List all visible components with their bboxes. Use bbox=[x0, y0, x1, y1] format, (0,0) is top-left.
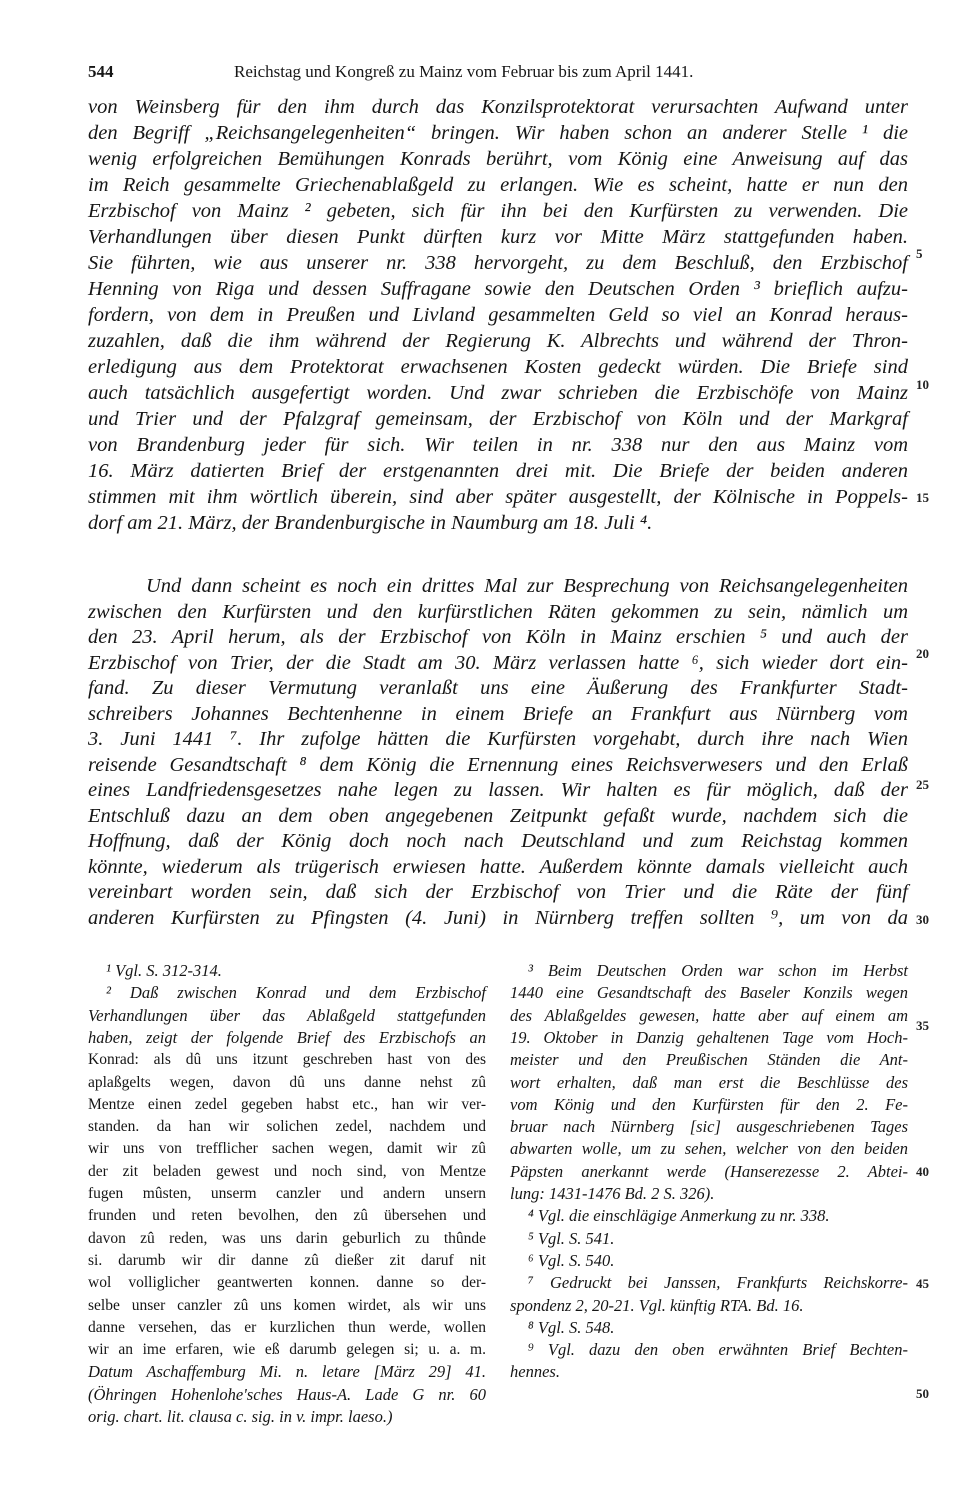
line-number: 10 bbox=[916, 377, 929, 392]
body-line: von Brandenburg jeder für sich. Wir teilen in nr. 338 nur den aus Mainz vom bbox=[88, 434, 908, 456]
body-line: Verhandlungen über diesen Punkt dürften kurz vor Mitte März stattgefunden haben. bbox=[88, 226, 908, 248]
footnote-line: ⁸ Vgl. S. 548. bbox=[528, 1317, 615, 1337]
body-line: Sie führten, wie aus unserer nr. 338 hervorgeht, zu dem Beschluß, den Erzbischof bbox=[88, 252, 908, 274]
line-number: 25 bbox=[916, 777, 929, 792]
line-number: 5 bbox=[916, 246, 923, 261]
footnote-line: des Ablaßgeldes gewesen, hatte aber auf einem am bbox=[510, 1005, 908, 1025]
footnote-line: ³ Beim Deutschen Orden war schon im Herbst bbox=[528, 961, 908, 980]
footnote-line: wol volliglicher geantwerten konnen. danne so der- bbox=[88, 1274, 486, 1292]
footnote-line: ⁶ Vgl. S. 540. bbox=[528, 1250, 615, 1270]
footnote-line: lung: 1431-1476 Bd. 2 S. 326). bbox=[510, 1184, 715, 1203]
body-line: den 23. April herum, als der Erzbischof von Köln in Mainz erschien ⁵ und auch der bbox=[88, 626, 908, 648]
body-line: von Weinsberg für den ihm durch das Konzilsprotektorat verursachten Aufwand unter bbox=[88, 96, 908, 118]
footnote-line: Päpsten anerkannt werde (Hanserezesse 2. Abtei- bbox=[510, 1161, 908, 1181]
body-line: Erzbischof von Mainz ² gebeten, sich für ihn bei den Kurfürsten zu verwenden. Die bbox=[88, 200, 908, 222]
body-line: den Begriff „Reichsangelegenheiten“ bringen. Wir haben schon an anderer Stelle ¹ die bbox=[88, 122, 908, 144]
footnote-line: danne versehen, das er kurzlichen thun werde, wollen bbox=[88, 1318, 486, 1336]
body-line: fordern, von dem in Preußen und Livland gesammelten Geld so viel an Konrad heraus- bbox=[88, 304, 908, 326]
line-number: 40 bbox=[916, 1164, 929, 1179]
footnote-line: bruar nach Nürnberg [sic] ausgeschriebenen Tages bbox=[510, 1117, 908, 1137]
body-line: Entschluß dazu an dem oben angegebenen Zeitpunkt gefaßt wurde, nachdem sich die bbox=[88, 804, 908, 827]
footnote-line: ⁷ Gedruckt bei Janssen, Frankfurts Reichskorre- bbox=[528, 1273, 908, 1293]
footnote-line: ¹ Vgl. S. 312-314. bbox=[106, 961, 222, 980]
body-line: könnte, wiederum als trügerisch erwiesen hatte. Außerdem könnte damals vielleicht auch bbox=[88, 855, 908, 878]
body-line: stimmen mit ihm wörtlich überein, sind aber später ausgestellt, der Kölnische in Poppels- bbox=[88, 486, 908, 508]
line-number: 30 bbox=[916, 912, 929, 927]
footnote-line: orig. chart. lit. clausa c. sig. in v. impr. laeso.) bbox=[88, 1407, 393, 1426]
body-line: 3. Juni 1441 ⁷. Ihr zufolge hätten die Kurfürsten vorgehabt, durch ihre nach Wien bbox=[88, 728, 908, 750]
footnote-line: haben, zeigt der folgende Brief des Erzbischofs an bbox=[88, 1027, 486, 1047]
footnote-line: ⁵ Vgl. S. 541. bbox=[528, 1228, 615, 1248]
footnote-line: Konrad: als dû uns itzunt geschreben hast von des bbox=[88, 1051, 486, 1069]
body-line: Hoffnung, daß der König doch noch nach Deutschland und zum Reichstag kommen bbox=[88, 830, 908, 852]
body-line: zwischen den Kurfürsten und den kurfürstlichen Räten gekommen zu sein, nämlich um bbox=[88, 600, 908, 623]
footnote-line: ² Daß zwischen Konrad und dem Erzbischof bbox=[106, 983, 486, 1003]
body-line: wenig erfolgreichen Bemühungen Konrads berührt, vom König eine Anweisung auf das bbox=[88, 148, 908, 170]
footnote-line: vom König und den Kurfürsten für den 2. Fe- bbox=[510, 1094, 908, 1114]
footnote-line: 19. Oktober in Danzig gehaltenen Tage vom Hoch- bbox=[510, 1027, 908, 1047]
footnote-line: selbe unser canzler zû uns komen wirdet, als wir uns bbox=[88, 1296, 486, 1314]
footnote-line: standen. da han wir solichen zedel, nachdem und bbox=[88, 1118, 486, 1136]
footnote-line: ⁴ Vgl. die einschlägige Anmerkung zu nr. 338. bbox=[528, 1206, 830, 1226]
footnote-line: abwarten wolle, um zu sehen, welcher von den beiden bbox=[510, 1139, 908, 1159]
body-line: auch tatsächlich ausgefertigt worden. Und zwar schrieben die Erzbischöfe von Mainz bbox=[88, 382, 908, 404]
footnote-line: Verhandlungen über das Ablaßgeld stattgefunden bbox=[88, 1005, 486, 1025]
footnote-line: ⁹ Vgl. dazu den oben erwähnten Brief Bechten- bbox=[528, 1340, 908, 1360]
body-line: im Reich gesammelte Griechenablaßgeld zu erlangen. Wie es scheint, hatte er nun den bbox=[88, 174, 908, 196]
body-line: zuzahlen, daß die ihm während der Regierung K. Albrechts und während der Thron- bbox=[88, 330, 908, 352]
footnote-line: davon zû reden, was uns darin geburlich zu thûnde bbox=[88, 1229, 486, 1247]
footnote-line: wir an ime erfaren, wie eß darumb gelegen si; u. a. m. bbox=[88, 1341, 486, 1359]
body-line: 16. März datierten Brief der erstgenannten drei mit. Die Briefe der beiden anderen bbox=[88, 460, 908, 482]
footnote-line: (Öhringen Hohenlohe'sches Haus-A. Lade G nr. 60 bbox=[88, 1384, 486, 1404]
line-number: 20 bbox=[916, 646, 929, 661]
body-line: Henning von Riga und dessen Suffragane sowie den Deutschen Orden ³ brieflich aufzu- bbox=[88, 278, 908, 300]
footnote-line: wort erhalten, daß man erst die Beschlüsse des bbox=[510, 1072, 908, 1092]
body-line: erledigung aus dem Protektorat erwachsenen Kosten gedeckt würden. Die Briefe sind bbox=[88, 356, 908, 378]
body-line: dorf am 21. März, der Brandenburgische in Naumburg am 18. Juli ⁴. bbox=[88, 512, 653, 534]
body-line: und Trier und der Pfalzgraf gemeinsam, der Erzbischof von Köln und der Markgraf bbox=[88, 408, 908, 430]
footnote-line: hennes. bbox=[510, 1362, 560, 1382]
page-number: 544 bbox=[88, 62, 114, 81]
body-line: vereinbart worden sein, daß sich der Erzbischof von Trier und die Räte der fünf bbox=[88, 881, 908, 903]
line-number: 50 bbox=[916, 1386, 929, 1401]
body-line: anderen Kurfürsten zu Pfingsten (4. Juni) in Nürnberg treffen sollten ⁹, um von da bbox=[88, 906, 908, 929]
body-line: fand. Zu dieser Vermutung veranlaßt uns eine Äußerung des Frankfurter Stadt- bbox=[88, 677, 908, 699]
footnote-line: frunden und reten bevolhen, den zû übersehen und bbox=[88, 1207, 486, 1225]
footnote-line: si. darumb wir dir danne zû dießer zit daruf nit bbox=[88, 1251, 486, 1269]
body-line: schreibers Johannes Bechtenhenne in einem Briefe an Frankfurt aus Nürnberg vom bbox=[88, 702, 908, 725]
page-header bbox=[88, 60, 908, 86]
line-number: 35 bbox=[916, 1018, 929, 1033]
footnote-line: Mentze einen zedel gegeben habst etc., han wir ver- bbox=[88, 1095, 486, 1113]
body-line: reisende Gesandtschaft ⁸ dem König die Ernennung eines Reichsverwesers und den Erlaß bbox=[88, 753, 908, 776]
body-line: Und dann scheint es noch ein drittes Mal zur Besprechung von Reichsangelegenheiten bbox=[146, 575, 908, 597]
line-number: 15 bbox=[916, 490, 929, 505]
footnote-line: aplaßgelts wegen, davon dû uns danne nehst zû bbox=[88, 1073, 486, 1091]
footnote-line: Datum Aschaffemburg Mi. n. letare [März 29] 41. bbox=[88, 1362, 486, 1382]
footnote-line: spondenz 2, 20-21. Vgl. künftig RTA. Bd. 16. bbox=[510, 1295, 804, 1315]
footnote-line: fugen mûsten, unserm canzler und andern unsern bbox=[88, 1185, 486, 1202]
footnote-line: 1440 eine Gesandtschaft des Baseler Konzils wegen bbox=[510, 983, 908, 1003]
footnote-line: der zit beladen gewest und noch sind, von Mentze bbox=[88, 1162, 486, 1180]
line-number: 45 bbox=[916, 1276, 929, 1291]
footnote-line: meister und den Preußischen Ständen die Ant- bbox=[510, 1050, 908, 1070]
running-head: Reichstag und Kongreß zu Mainz vom Februar bis zum April 1441. bbox=[234, 62, 694, 81]
footnote-line: wir uns von trefflicher sachen wegen, damit wir zû bbox=[88, 1140, 486, 1158]
body-line: eines Landfriedensgesetzes nahe legen zu lassen. Wir halten es für möglich, daß der bbox=[88, 779, 908, 801]
body-line: Erzbischof von Trier, der die Stadt am 30. März verlassen hatte ⁶, sich wieder dort ein- bbox=[88, 651, 908, 674]
